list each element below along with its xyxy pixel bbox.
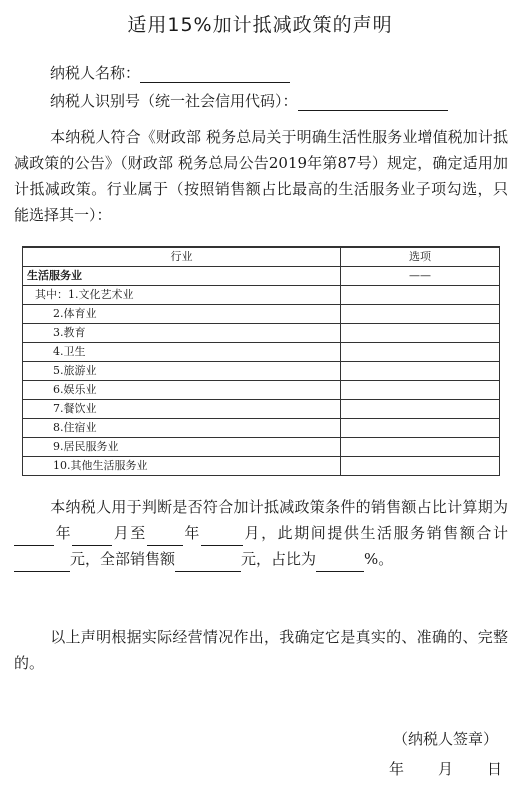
industry-cell: 10.其他生活服务业	[23, 457, 341, 476]
table-row	[23, 457, 500, 476]
option-cell[interactable]	[341, 400, 500, 419]
percent-label: %。	[364, 550, 394, 568]
taxpayer-name-field[interactable]	[140, 66, 290, 83]
yuan-label: 元，全部销售额	[70, 550, 176, 568]
confirmation-text: 以上声明根据实际经营情况作出，我确定它是真实的、准确的、完整的。	[14, 628, 508, 672]
industry-cell: 3.教育	[23, 324, 341, 343]
category-cell: 生活服务业	[23, 267, 341, 286]
table-row	[23, 267, 500, 286]
sales-ratio-text: 本纳税人用于判断是否符合加计抵减政策条件的销售额占比计算期为	[50, 498, 508, 516]
document-title: 适用15%加计抵减政策的声明	[127, 14, 393, 36]
option-cell[interactable]	[341, 457, 500, 476]
industry-cell: 9.居民服务业	[23, 438, 341, 457]
signature-label: （纳税人签章）	[392, 730, 498, 748]
industry-cell: 8.住宿业	[23, 419, 341, 438]
industry-cell: 2.体育业	[23, 305, 341, 324]
service-sales-field[interactable]	[14, 555, 70, 572]
table-row	[23, 438, 500, 457]
taxpayer-name-line	[50, 62, 290, 83]
industry-cell: 7.餐饮业	[23, 400, 341, 419]
table-row	[23, 419, 500, 438]
date-line	[355, 758, 502, 779]
declaration-text: 本纳税人符合《财政部 税务总局关于明确生活性服务业增值税加计抵减政策的公告》（财政部 税务总局公告2019年第87号）规定，确定适用加计抵减政策。行业属于（按照销售额占比最高的生活服务业子项勾选，只能选择其一）：	[14, 128, 508, 224]
taxpayer-id-line	[50, 90, 448, 111]
table-row	[23, 343, 500, 362]
option-cell[interactable]	[341, 343, 500, 362]
industry-cell: 6.娱乐业	[23, 381, 341, 400]
end-year-field[interactable]	[147, 529, 183, 546]
yuan-ratio-label: 元，占比为	[241, 550, 317, 568]
date-day-label: 日	[486, 760, 502, 778]
taxpayer-id-field[interactable]	[298, 94, 448, 111]
table-row	[23, 362, 500, 381]
option-cell[interactable]	[341, 438, 500, 457]
taxpayer-name-label: 纳税人名称：	[50, 64, 141, 82]
year-label: 年	[54, 524, 73, 542]
industry-cell: 5.旅游业	[23, 362, 341, 381]
date-year-label: 年	[388, 760, 404, 778]
ratio-field[interactable]	[316, 555, 364, 572]
start-year-field[interactable]	[14, 529, 54, 546]
option-cell[interactable]	[341, 381, 500, 400]
table-row	[23, 305, 500, 324]
table-row	[23, 286, 500, 305]
option-cell[interactable]	[341, 324, 500, 343]
year-label: 年	[182, 524, 201, 542]
declaration-paragraph	[14, 124, 508, 228]
start-month-field[interactable]	[72, 529, 112, 546]
confirmation-paragraph	[14, 624, 508, 676]
end-month-field[interactable]	[201, 529, 243, 546]
date-month-label: 月	[437, 760, 453, 778]
month-to-label: 月至	[112, 524, 147, 542]
category-option: ——	[341, 267, 500, 286]
header-option: 选项	[341, 247, 500, 267]
industry-table	[22, 246, 500, 476]
industry-cell: 4.卫生	[23, 343, 341, 362]
total-sales-field[interactable]	[175, 555, 241, 572]
option-cell[interactable]	[341, 305, 500, 324]
table-row	[23, 400, 500, 419]
sales-ratio-paragraph	[14, 494, 508, 572]
table-header-row	[23, 247, 500, 267]
option-cell[interactable]	[341, 419, 500, 438]
table-row	[23, 381, 500, 400]
taxpayer-id-label: 纳税人识别号（统一社会信用代码）：	[50, 92, 298, 110]
option-cell[interactable]	[341, 286, 500, 305]
option-cell[interactable]	[341, 362, 500, 381]
industry-cell: 其中：1.文化艺术业	[23, 286, 341, 305]
header-industry: 行业	[23, 247, 341, 267]
month-period-label: 月，此期间提供生活服务销售额合计	[242, 524, 508, 542]
table-row	[23, 324, 500, 343]
